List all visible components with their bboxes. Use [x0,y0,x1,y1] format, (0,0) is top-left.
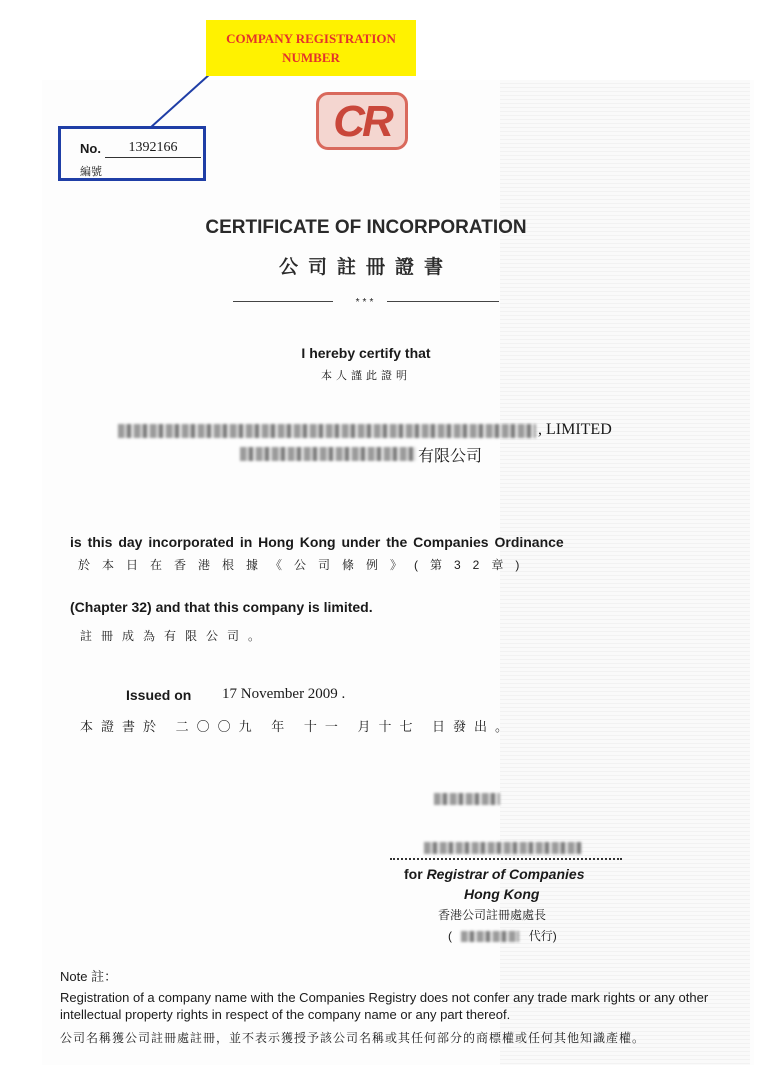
limited-statement-zh: 註冊成為有限公司。 [80,629,270,643]
registrar-title-text: Registrar of Companies [426,866,585,882]
companies-registry-logo [316,92,408,150]
issued-date: 17 November 2009 . [222,686,346,702]
note-text: Registration of a company name with the Companies Registry does not confer any trade mark rights or any other intellectual property rights in respect of the company name or any part thereof. [60,990,709,1022]
callout-line-2: NUMBER [282,50,340,65]
limited-statement: (Chapter 32) and that this company is limited. [70,599,373,615]
company-name-en-redacted [118,424,536,438]
note-text-zh: 公司名稱獲公司註冊處註冊，並不表示獲授予該公司名稱或其任何部分的商標權或任何其他知識產權。 [60,1031,646,1045]
company-name-zh-redacted [240,447,416,461]
signature-redacted [434,793,500,805]
registrar-title-zh: 香港公司註冊處處長 [438,908,547,922]
divider-right [387,301,499,302]
certify-statement-zh: 本人謹此證明 [321,370,411,382]
registrar-for-prefix: for [404,866,423,882]
incorporation-statement: is this day incorporated in Hong Kong under the Companies Ordinance [70,534,564,550]
acting-registrar-zh [448,927,557,944]
company-name-en-suffix: , LIMITED [538,421,612,438]
signature-line [390,858,622,860]
issued-on-label: Issued on [126,687,192,703]
registration-number-value: 1392166 [105,139,201,158]
signatory-name-redacted [424,842,582,854]
incorporation-statement-zh: 於本日在香港根據《公司條例》(第32章) [78,558,532,572]
note-label: Note 註： [60,969,118,984]
registrar-title [404,866,585,882]
acting-name-redacted [461,931,519,942]
acting-open-paren: ( [448,929,452,943]
divider-stars: *** [355,297,377,308]
callout-line-1: COMPANY REGISTRATION [226,31,396,46]
certificate-title-zh: 公司註冊證書 [278,257,453,278]
registration-number-callout [206,20,416,76]
logo-text: CR [333,97,391,146]
company-name-zh-suffix: 有限公司 [418,446,483,465]
acting-suffix-zh: 代行) [528,929,557,943]
registration-number-label: No. [80,141,101,156]
registrar-location: Hong Kong [464,886,540,902]
issued-date-zh: 本證書於 二〇〇九 年 十一 月十七 日發出。 [80,719,517,734]
certify-statement: I hereby certify that [301,345,431,361]
registration-number-label-zh: 編號 [80,166,102,178]
certificate-title: CERTIFICATE OF INCORPORATION [205,217,527,238]
